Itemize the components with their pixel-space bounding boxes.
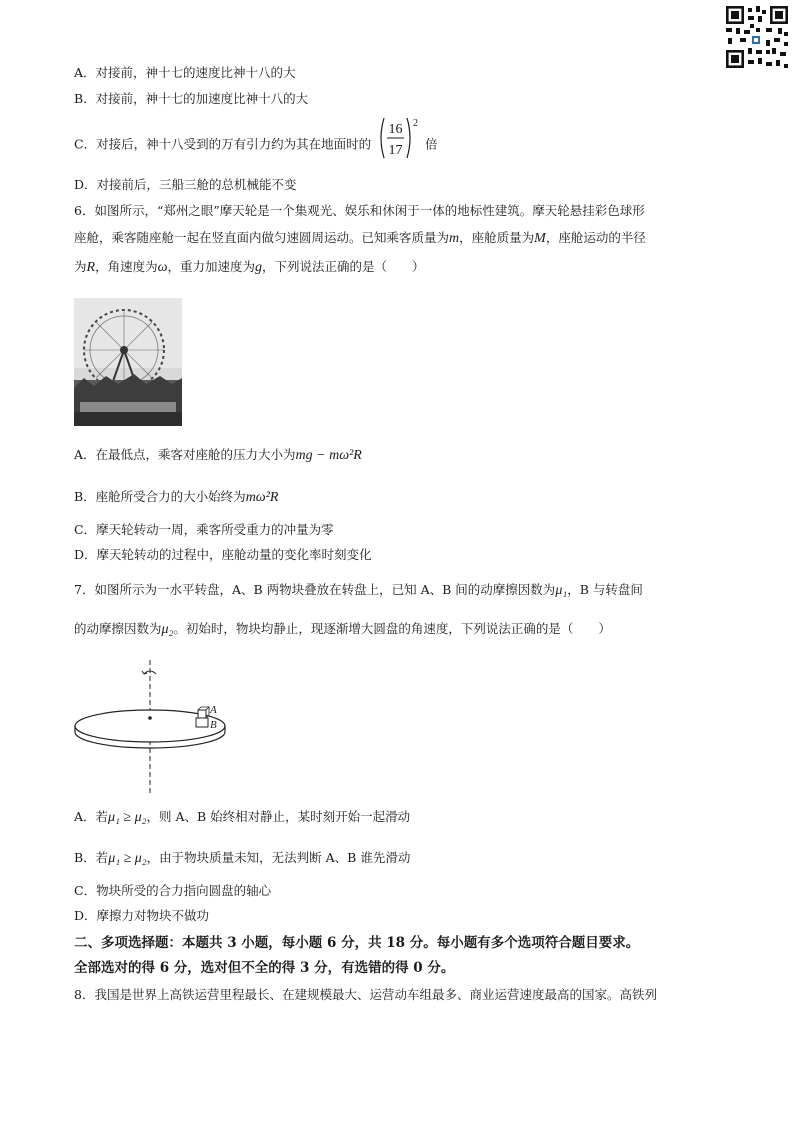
- q7-stem-line2: [74, 620, 611, 639]
- math-R: R: [86, 260, 96, 275]
- block-b: [196, 718, 208, 727]
- q7-option-b: [74, 849, 410, 868]
- q6-text: ，座舱质量为: [459, 230, 535, 245]
- q6-stem-line1: 6．如图所示，“郑州之眼”摩天轮是一个集观光、娱乐和休闲于一体的地标性建筑。摩天轮悬挂彩色球形: [74, 203, 645, 218]
- q5-option-c-text: C．对接后，神十八受到的万有引力约为其在地面时的: [74, 136, 372, 152]
- q7-text: 7．如图所示为一水平转盘，A、B 两物块叠放在转盘上，已知 A、B 间的动摩擦因数为: [74, 582, 556, 597]
- q6-text: ，座舱运动的半径: [545, 230, 646, 245]
- q7-option-a-text: ，则 A、B 始终相对静止，某时刻开始一起滑动: [146, 809, 411, 824]
- q5-option-a: A．对接前，神十七的速度比神十八的大: [74, 65, 296, 80]
- section-2-heading-line1: 二、多项选择题：本题共 3 小题，每小题 6 分，共 18 分。每小题有多个选项符合题目要求。: [74, 935, 640, 951]
- q6-option-a-text: A．在最低点，乘客对座舱的压力大小为: [74, 447, 296, 462]
- fraction-numerator: 16: [388, 122, 403, 137]
- math-g: g: [255, 260, 262, 275]
- q6-stem-line3: [74, 258, 425, 277]
- q5-option-d: D．对接前后，三船三舱的总机械能不变: [74, 177, 297, 192]
- ferris-wheel-photo: [74, 298, 182, 426]
- math-m: m: [449, 231, 460, 246]
- math-mu2: μ₂: [161, 622, 174, 637]
- section-2-heading-line2: 全部选对的得 6 分，选对但不全的得 3 分，有选错的得 0 分。: [74, 960, 455, 976]
- fraction-exponent: 2: [413, 118, 419, 129]
- q6-option-c: C．摩天轮转动一周，乘客所受重力的冲量为零: [74, 522, 334, 537]
- q5-option-b: B．对接前，神十七的加速度比神十八的大: [74, 91, 309, 106]
- math-M: M: [534, 231, 546, 246]
- q6-text: ，角速度为: [95, 259, 158, 274]
- q7-option-b-text: B．若: [74, 850, 109, 865]
- math-expression: μ₁ ≥ μ₂: [108, 851, 147, 866]
- fraction-denominator: 17: [388, 143, 403, 158]
- q7-text: ，B 与转盘间: [567, 582, 643, 597]
- q6-stem-line2: [74, 229, 646, 248]
- q5-option-c: [74, 118, 438, 160]
- q7-text: 的动摩擦因数为: [74, 621, 162, 636]
- q5-option-c-suffix: 倍: [425, 136, 438, 152]
- qr-code: [724, 4, 790, 70]
- math-mu1: μ₁: [555, 583, 568, 598]
- q7-option-c: C．物块所受的合力指向圆盘的轴心: [74, 883, 272, 898]
- q6-option-d: D．摩天轮转动的过程中，座舱动量的变化率时刻变化: [74, 547, 372, 562]
- q7-option-a-text: A．若: [74, 809, 109, 824]
- turntable-diagram: [68, 658, 238, 798]
- q7-text: 。初始时，物块均静止，现逐渐增大圆盘的角速度，下列说法正确的是（ ）: [173, 621, 611, 636]
- q6-text: ，下列说法正确的是（ ）: [262, 259, 425, 274]
- math-expression: mω²R: [245, 490, 279, 505]
- q7-option-d: D．摩擦力对物块不做功: [74, 908, 210, 923]
- fraction-expression: [377, 116, 419, 160]
- math-expression: mg − mω²R: [295, 448, 362, 463]
- q6-option-b-text: B．座舱所受合力的大小始终为: [74, 489, 246, 504]
- q6-option-b: [74, 488, 278, 507]
- q7-option-b-text: ，由于物块质量未知，无法判断 A、B 谁先滑动: [146, 850, 411, 865]
- block-a: [198, 710, 206, 718]
- q6-text: 座舱，乘客随座舱一起在竖直面内做匀速圆周运动。已知乘客质量为: [74, 230, 450, 245]
- q6-text: 为: [74, 259, 87, 274]
- q7-stem-line1: [74, 581, 643, 600]
- label-b: B: [210, 719, 217, 731]
- math-expression: μ₁ ≥ μ₂: [108, 810, 147, 825]
- q8-stem-line1: 8．我国是世界上高铁运营里程最长、在建规模最大、运营动车组最多、商业运营速度最高的国家。高铁列: [74, 987, 657, 1002]
- math-omega: ω: [157, 260, 168, 275]
- q6-option-a: [74, 446, 362, 465]
- q7-option-a: [74, 808, 410, 827]
- label-a: A: [210, 704, 217, 716]
- q6-text: ，重力加速度为: [167, 259, 255, 274]
